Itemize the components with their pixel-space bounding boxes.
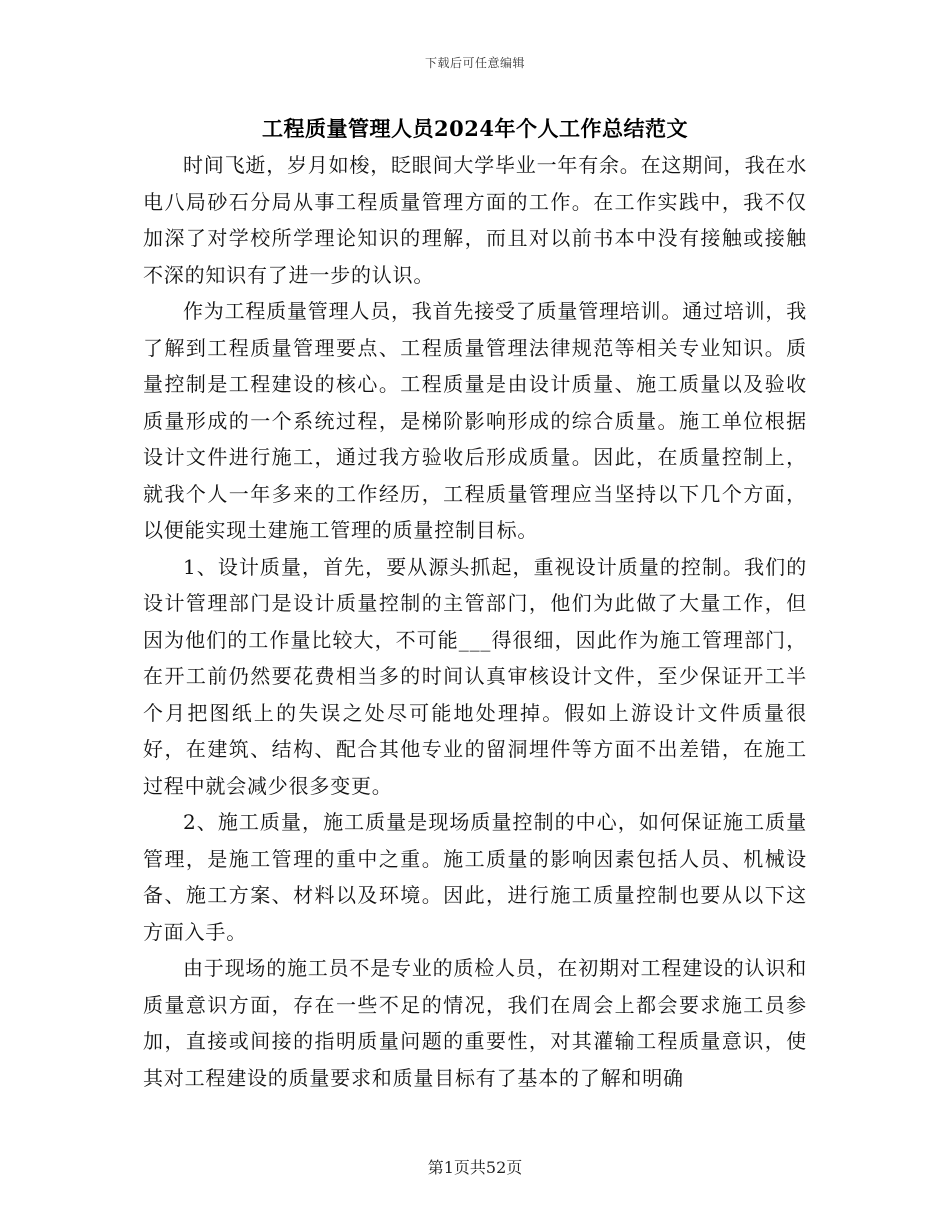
- header-note: 下载后可任意编辑: [424, 56, 525, 70]
- paragraph-1: 时间飞逝，岁月如梭，眨眼间大学毕业一年有余。在这期间，我在水电八局砂石分局从事工程质量管理方面的工作。在工作实践中，我不仅加深了对学校所学理论知识的理解，而且对以前书本中没有接触或接触不深的知识有了进一步的认识。: [143, 153, 807, 287]
- paragraph-2: 作为工程质量管理人员，我首先接受了质量管理培训。通过培训，我了解到工程质量管理要点、工程质量管理法律规范等相关专业知识。质量控制是工程建设的核心。工程质量是由设计质量、施工质量以及验收质量形成的一个系统过程，是梯阶影响形成的综合质量。施工单位根据设计文件进行施工，通过我方验收后形成质量。因此，在质量控制上，就我个人一年多来的工作经历，工程质量管理应当坚持以下几个方面，以便能实现土建施工管理的质量控制目标。: [143, 299, 807, 542]
- page-number-footer: 第1页共52页: [427, 1158, 523, 1177]
- paragraph-4: 2、施工质量，施工质量是现场质量控制的中心，如何保证施工质量管理，是施工管理的重中之重。施工质量的影响因素包括人员、机械设备、施工方案、材料以及环境。因此，进行施工质量控制也要从以下这方面入手。: [143, 810, 807, 944]
- paragraph-5: 由于现场的施工员不是专业的质检人员，在初期对工程建设的认识和质量意识方面，存在一些不足的情况，我们在周会上都会要求施工员参加，直接或间接的指明质量问题的重要性，对其灌输工程质量意识，使其对工程建设的质量要求和质量目标有了基本的了解和明确: [143, 956, 807, 1090]
- document-body: [143, 147, 807, 1096]
- document-title: 工程质量管理人员2024年个人工作总结范文: [262, 116, 688, 141]
- paragraph-3: 1、设计质量，首先，要从源头抓起，重视设计质量的控制。我们的设计管理部门是设计质量控制的主管部门，他们为此做了大量工作，但因为他们的工作量比较大，不可能___得很细，因此作为施工管理部门，在开工前仍然要花费相当多的时间认真审核设计文件，至少保证开工半个月把图纸上的失误之处尽可能地处理掉。假如上游设计文件质量很好，在建筑、结构、配合其他专业的留洞埋件等方面不出差错，在施工过程中就会减少很多变更。: [143, 554, 807, 798]
